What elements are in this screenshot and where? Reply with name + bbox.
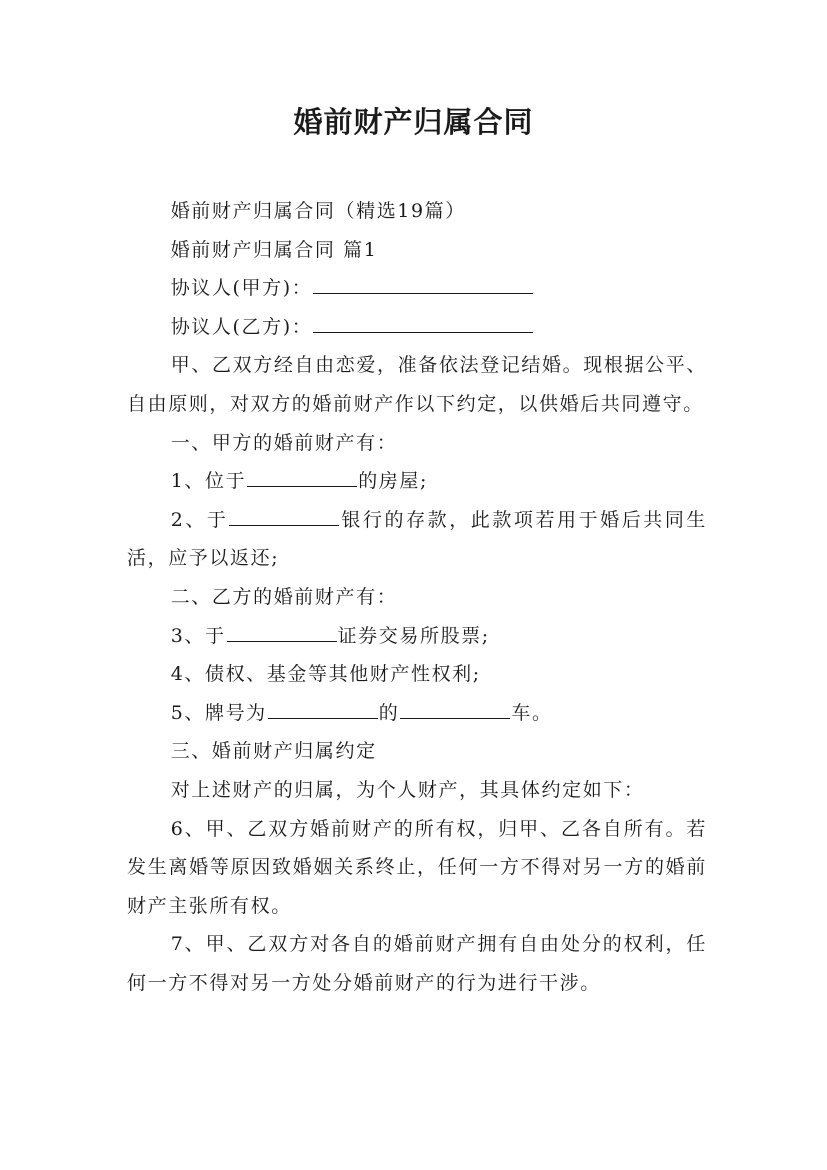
item2-suffix: 银行的存款，此款项若用于婚后共同生活，应予以返还; (127, 508, 708, 570)
item1-prefix: 1、位于 (170, 470, 247, 493)
part1-heading: 一、甲方的婚前财产有： (170, 431, 398, 454)
item5-suffix: 车。 (511, 701, 553, 724)
party-a-blank (313, 275, 533, 294)
item5-prefix: 5、牌号为 (170, 701, 267, 724)
party-b-blank (313, 314, 533, 333)
document-subtitle: 婚前财产归属合同（精选19篇） (170, 200, 466, 222)
part3-heading: 三、婚前财产归属约定 (170, 740, 377, 763)
section-heading: 婚前财产归属合同 篇1 (170, 238, 378, 261)
item5 (127, 694, 707, 733)
item7: 7、甲、乙双方对各自的婚前财产拥有自由处分的权利，任何一方不得对另一方处分婚前财产的行为进行干涉。 (127, 933, 707, 994)
item3-suffix: 证券交易所股票; (337, 624, 490, 647)
document-title: 婚前财产归属合同 (293, 105, 534, 139)
item2-prefix: 2、于 (170, 508, 229, 531)
item3-prefix: 3、于 (170, 624, 226, 647)
item5-blank-plate (268, 700, 378, 719)
item2 (127, 501, 707, 578)
intro-paragraph: 甲、乙双方经自由恋爱，准备依法登记结婚。现根据公平、自由原则，对双方的婚前财产作以下约定，以供婚后共同遵守。 (127, 354, 707, 415)
party-a-line (127, 269, 707, 308)
item2-blank (229, 507, 339, 526)
party-b-line (127, 308, 707, 347)
item6: 6、甲、乙双方婚前财产的所有权，归甲、乙各自所有。若发生离婚等原因致婚姻关系终止，任何一方不得对另一方的婚前财产主张所有权。 (127, 817, 707, 917)
item1-blank (247, 468, 357, 487)
item5-middle: 的 (378, 701, 400, 724)
item3-blank (227, 622, 337, 641)
part2-heading: 二、乙方的婚前财产有： (170, 585, 398, 608)
document-body (127, 192, 707, 1002)
party-b-label: 协议人(乙方)： (170, 315, 313, 338)
item4: 4、债权、基金等其他财产性权利; (170, 663, 481, 686)
item1-suffix: 的房屋; (358, 470, 428, 493)
part3-intro: 对上述财产的归属，为个人财产，其具体约定如下： (170, 778, 645, 801)
item1 (127, 462, 707, 501)
item5-blank-vehicle (400, 700, 510, 719)
item3 (127, 617, 707, 656)
party-a-label: 协议人(甲方)： (170, 277, 313, 300)
